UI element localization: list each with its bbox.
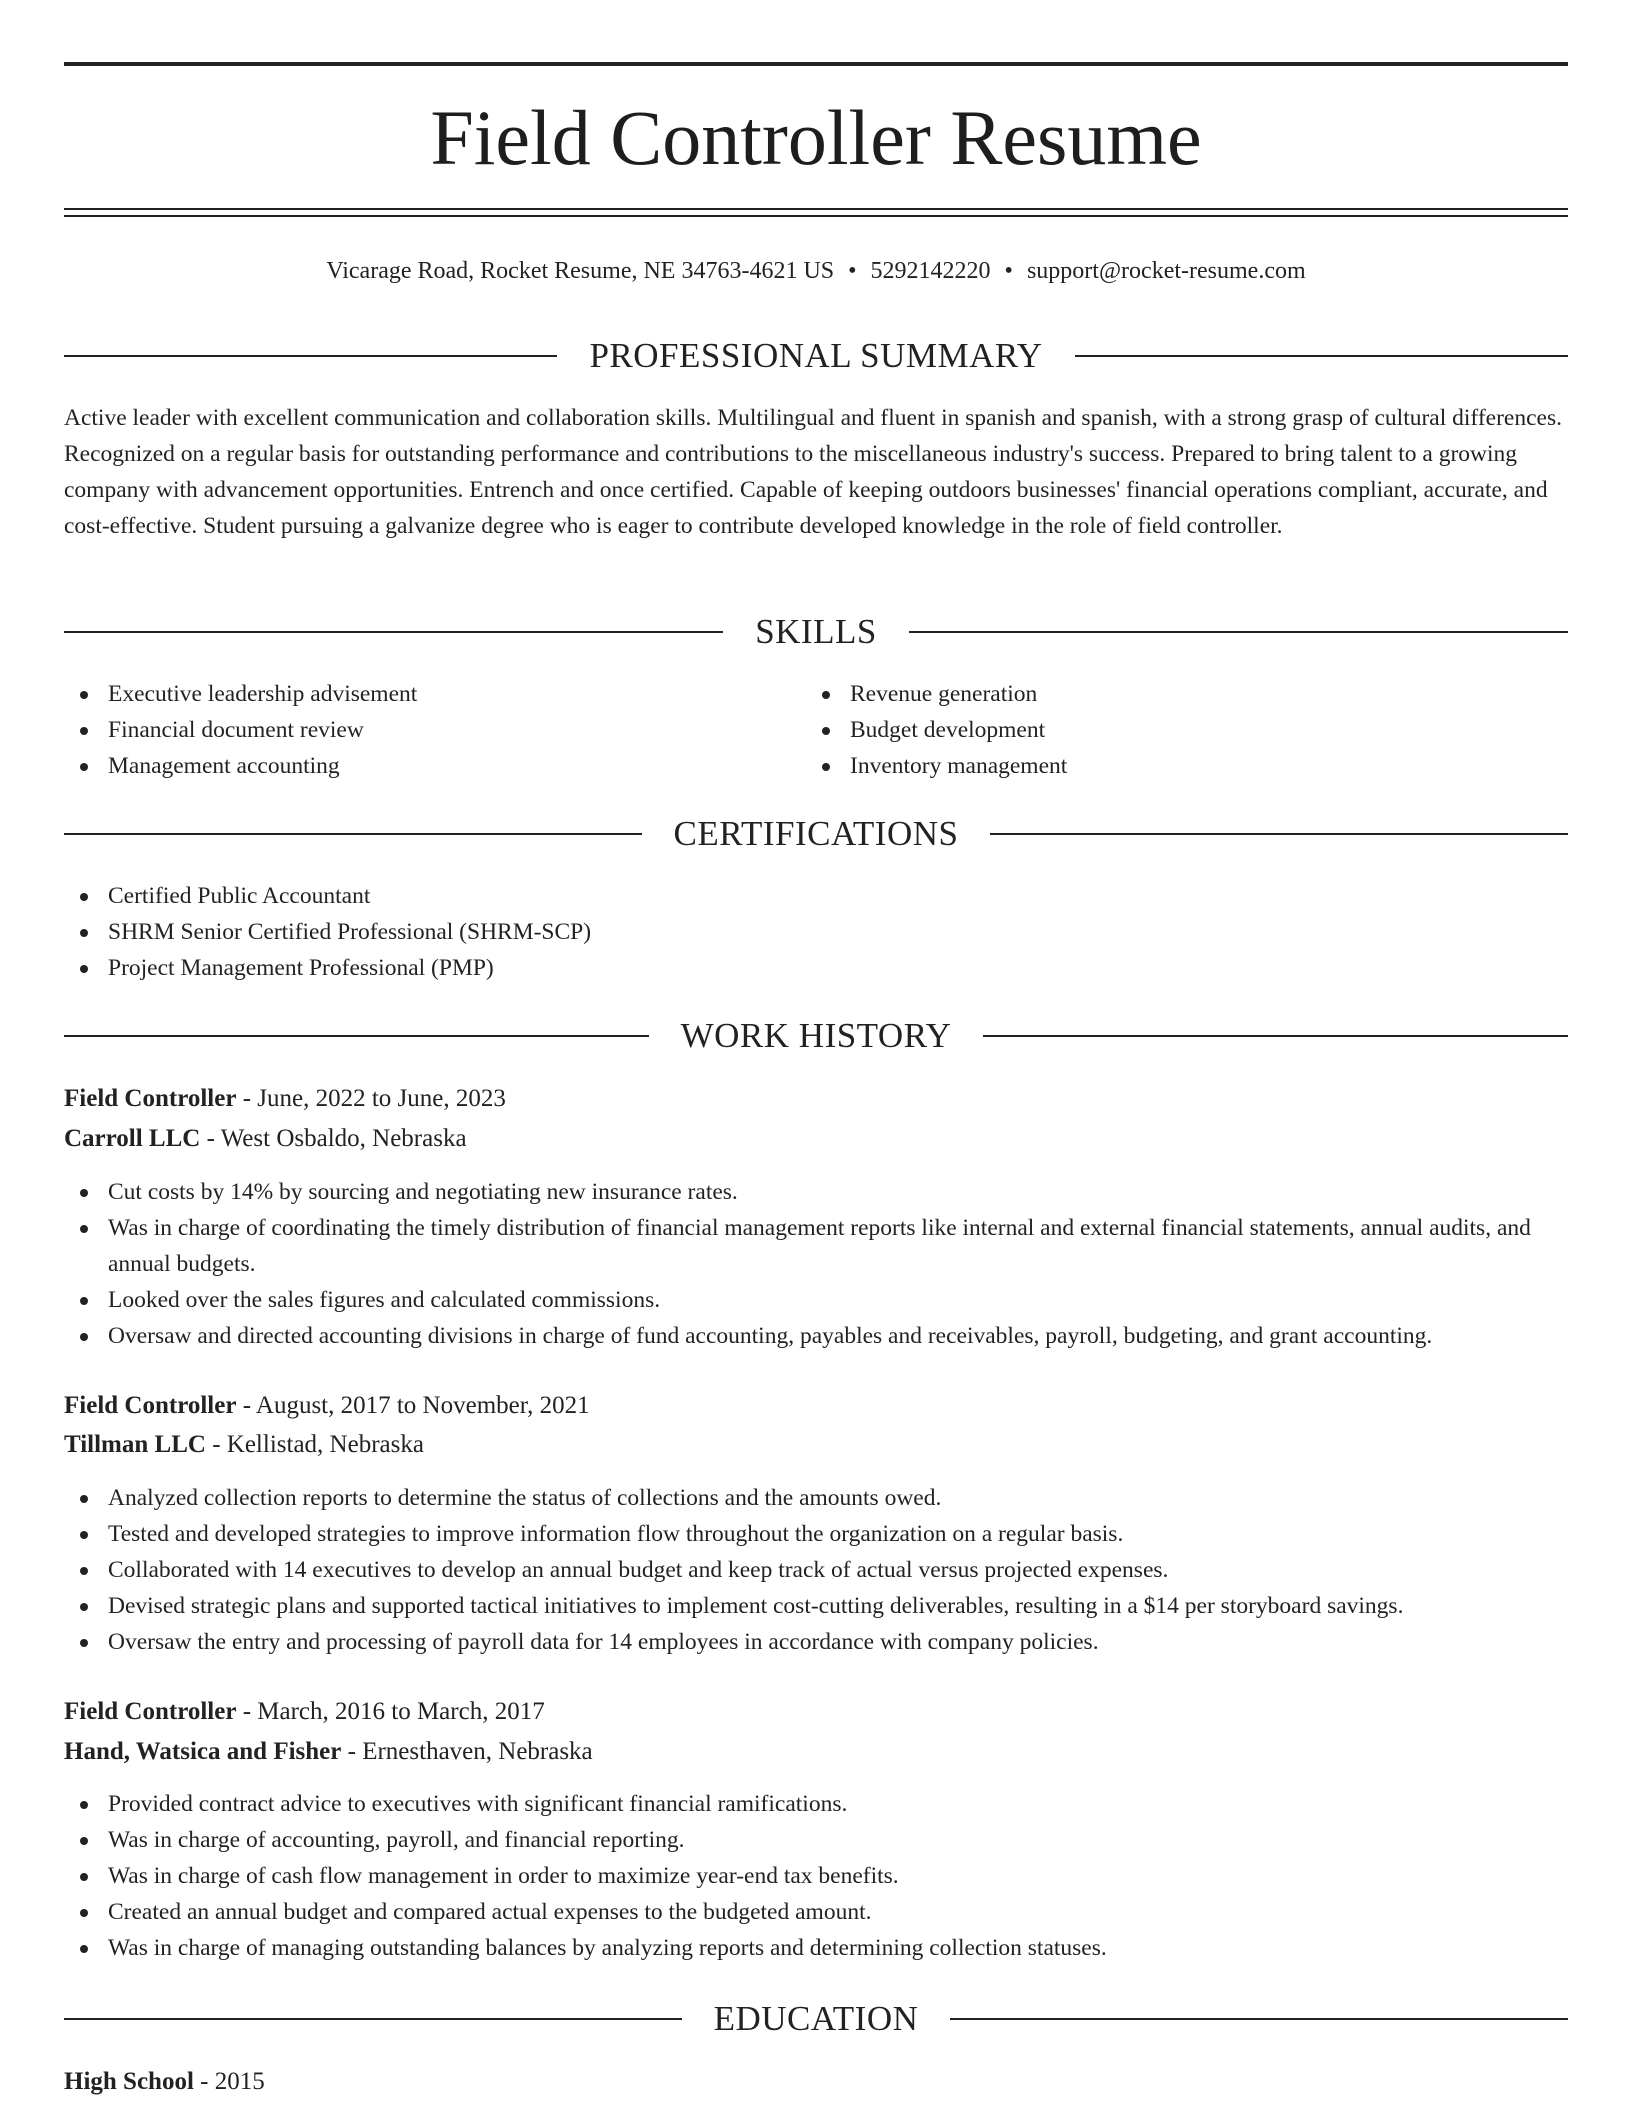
contact-email: support@rocket-resume.com [1026, 258, 1306, 284]
job-title: Field Controller [64, 1392, 237, 1419]
job-title-line [64, 1692, 1568, 1732]
job-dates: - June, 2022 to June, 2023 [236, 1085, 506, 1112]
skill-item: Financial document review [64, 712, 804, 748]
certifications-list [64, 878, 1568, 986]
education-year: - 2015 [193, 2068, 265, 2095]
section-rule [950, 2018, 1568, 2020]
contact-line [64, 254, 1568, 288]
certification-item: Project Management Professional (PMP) [64, 950, 1568, 986]
job-bullet: Analyzed collection reports to determine the status of collections and the amounts owed. [64, 1480, 1568, 1516]
job-bullet: Looked over the sales figures and calculated commissions. [64, 1282, 1568, 1318]
section-header-summary [64, 334, 1568, 378]
summary-text: Active leader with excellent communication and collaboration skills. Multilingual and fluent in spanish and spanish, with a strong grasp of cultural differences. Recognized on a regular basis for outstanding performance and contributions to the miscellaneous industry's success. Prepared to bring talent to a growing company with advancement opportunities. Entrench and once certified. Capable of keeping outdoors businesses' financial operations compliant, accurate, and cost-effective. Student pursuing a galvanize degree who is eager to contribute developed knowledge in the role of field controller. [64, 405, 1562, 539]
section-header-certifications [64, 812, 1568, 856]
skill-item: Executive leadership advisement [64, 676, 804, 712]
contact-phone: 5292142220 [870, 258, 991, 284]
job-bullet: Created an annual budget and compared actual expenses to the budgeted amount. [64, 1894, 1568, 1930]
job-title-line [64, 1079, 1568, 1119]
contact-separator: • [1004, 258, 1013, 284]
job-bullets [64, 1786, 1568, 1966]
job-bullet: Was in charge of accounting, payroll, and financial reporting. [64, 1822, 1568, 1858]
job-location: - Kellistad, Nebraska [205, 1431, 424, 1458]
job-bullet: Collaborated with 14 executives to develop an annual budget and keep track of actual versus projected expenses. [64, 1552, 1568, 1588]
job-bullet: Oversaw and directed accounting divisions in charge of fund accounting, payables and receivables, payroll, budgeting, and grant accounting. [64, 1318, 1568, 1354]
job-company: Carroll LLC [64, 1125, 201, 1152]
job-company-line [64, 1119, 1568, 1159]
section-rule [1075, 355, 1568, 357]
resume-title: Field Controller Resume [430, 94, 1202, 181]
skill-item: Budget development [806, 712, 1546, 748]
section-rule [64, 1035, 649, 1037]
job-bullet: Tested and developed strategies to improve information flow throughout the organization on a regular basis. [64, 1516, 1568, 1552]
skill-item: Revenue generation [806, 676, 1546, 712]
section-rule [983, 1035, 1568, 1037]
job-dates: - March, 2016 to March, 2017 [236, 1698, 545, 1725]
skill-item: Management accounting [64, 748, 804, 784]
section-header-work-history [64, 1014, 1568, 1058]
job-bullet: Provided contract advice to executives with significant financial ramifications. [64, 1786, 1568, 1822]
job-company: Tillman LLC [64, 1431, 206, 1458]
section-header-education [64, 1997, 1568, 2041]
title-rule-lower [64, 215, 1568, 217]
job-dates: - August, 2017 to November, 2021 [236, 1392, 590, 1419]
top-rule [64, 62, 1568, 66]
certification-item: SHRM Senior Certified Professional (SHRM-SCP) [64, 914, 1568, 950]
title-rule-upper [64, 208, 1568, 210]
job-title-line [64, 1386, 1568, 1426]
skills-list-left [64, 676, 804, 784]
job-company: Hand, Watsica and Fisher [64, 1738, 342, 1765]
section-title: CERTIFICATIONS [673, 814, 959, 853]
section-title: PROFESSIONAL SUMMARY [589, 336, 1043, 375]
job-title: Field Controller [64, 1085, 237, 1112]
job-company-line [64, 1425, 1568, 1465]
job-bullet: Oversaw the entry and processing of payroll data for 14 employees in accordance with company policies. [64, 1624, 1568, 1660]
job-title: Field Controller [64, 1698, 237, 1725]
section-rule [64, 355, 557, 357]
section-header-skills [64, 610, 1568, 654]
education-degree: High School [64, 2068, 194, 2095]
job-location: - West Osbaldo, Nebraska [200, 1125, 467, 1152]
job-bullet: Was in charge of cash flow management in order to maximize year-end tax benefits. [64, 1858, 1568, 1894]
section-title: WORK HISTORY [680, 1016, 952, 1055]
job-bullet: Was in charge of managing outstanding balances by analyzing reports and determining collection statuses. [64, 1930, 1568, 1966]
job-bullet: Devised strategic plans and supported tactical initiatives to implement cost-cutting deliverables, resulting in a $14 per storyboard savings. [64, 1588, 1568, 1624]
section-rule [64, 2018, 682, 2020]
section-rule [909, 631, 1568, 633]
contact-address: Vicarage Road, Rocket Resume, NE 34763-4621 US [326, 258, 835, 284]
section-rule [64, 631, 723, 633]
skill-item: Inventory management [806, 748, 1546, 784]
job-bullet: Cut costs by 14% by sourcing and negotiating new insurance rates. [64, 1174, 1568, 1210]
section-title: SKILLS [755, 612, 877, 651]
job-location: - Ernesthaven, Nebraska [341, 1738, 593, 1765]
skills-list-right [806, 676, 1546, 784]
job-bullets [64, 1480, 1568, 1660]
certification-item: Certified Public Accountant [64, 878, 1568, 914]
section-rule [990, 833, 1568, 835]
job-bullets [64, 1174, 1568, 1354]
section-title: EDUCATION [713, 1999, 919, 2038]
job-company-line [64, 1732, 1568, 1772]
education-line [64, 2062, 1568, 2102]
contact-separator: • [848, 258, 857, 284]
job-bullet: Was in charge of coordinating the timely distribution of financial management reports like internal and external financial statements, annual audits, and annual budgets. [64, 1210, 1568, 1282]
section-rule [64, 833, 642, 835]
